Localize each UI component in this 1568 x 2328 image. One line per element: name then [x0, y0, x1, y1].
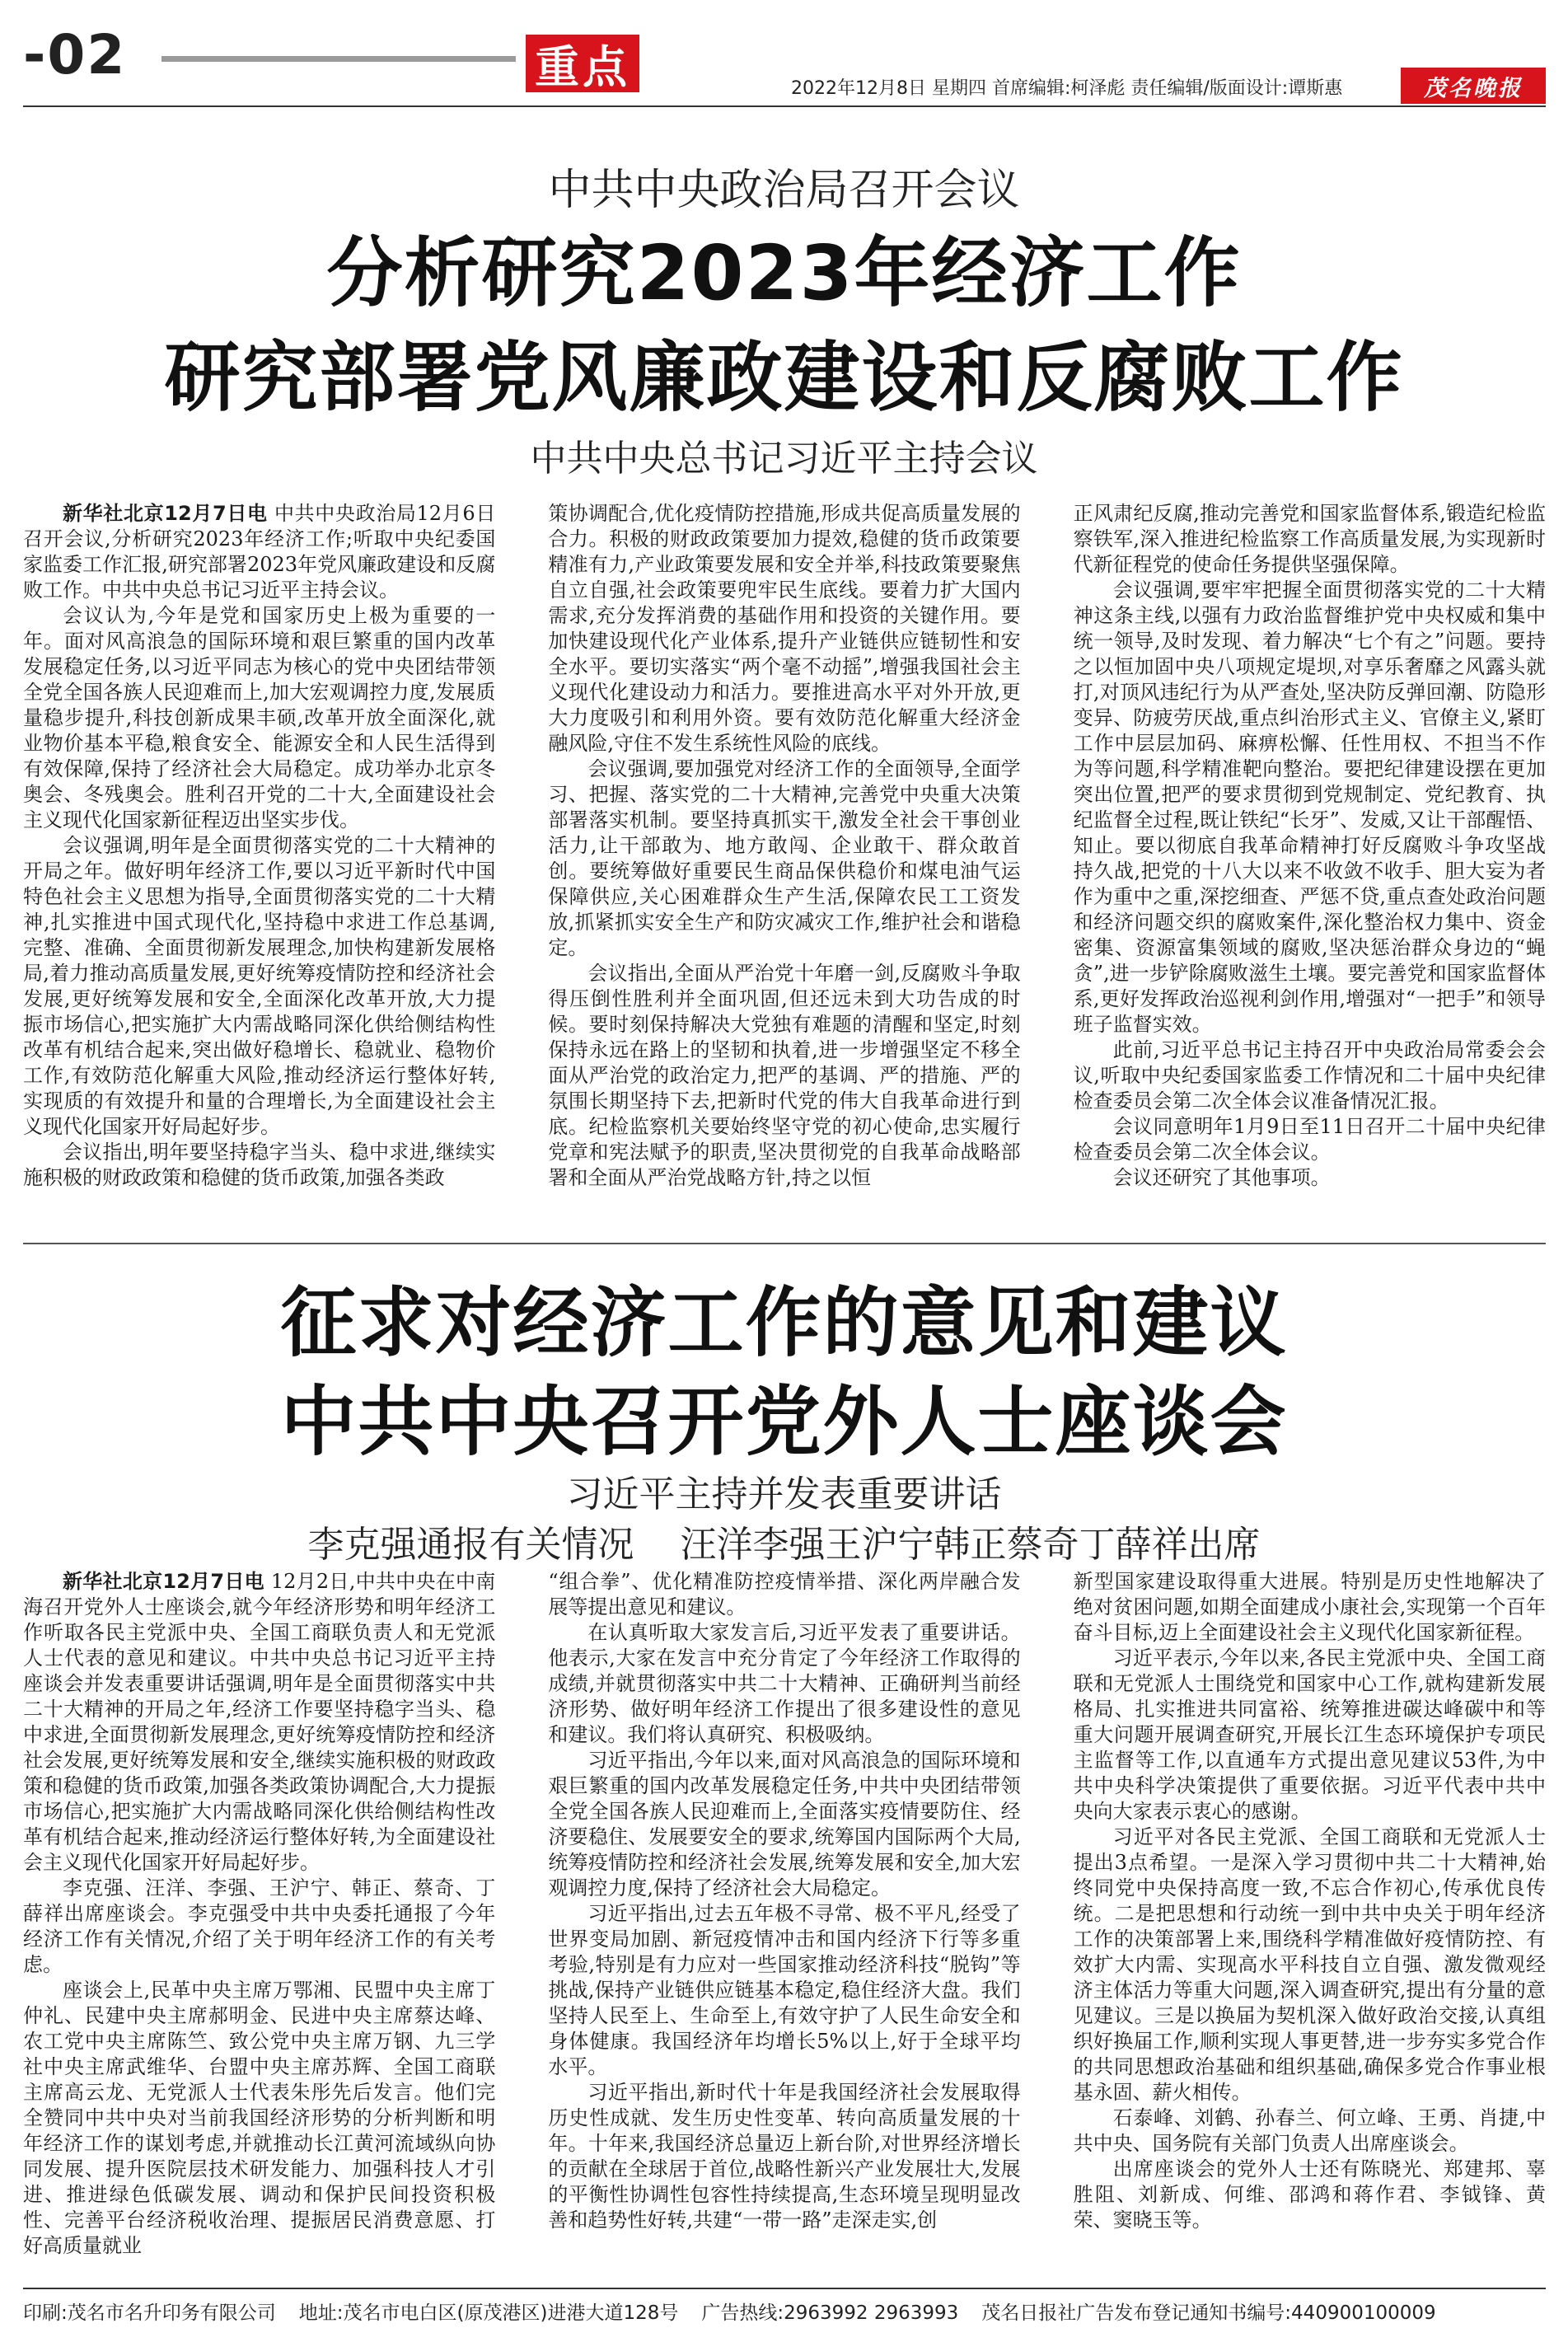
article2-paragraph: 习近平对各民主党派、全国工商联和无党派人士提出3点希望。一是深入学习贯彻中共二十大精神,始终同党中央保持高度一致,不忘合作初心,传承优良传统。二是把思想和行动统一到中共中央关于明年经济工作的决策部署上来,围绕科学精准做好疫情防控、有效扩大内需、实现高水平科技自立自强、激发微观经济主体活力等重大问题,深入调查研究,提出有分量的意见建议。三是以换届为契机深入做好政治交接,认真组织好换届工作,顺利实现人事更替,进一步夯实多党合作的共同思想政治基础和组织基础,确保多党合作事业根基永固、薪火相传。 — [1073, 1825, 1546, 2104]
article1-body — [23, 501, 1546, 1247]
article2-column-3 — [1074, 1569, 1546, 2284]
page-number: -02 — [23, 23, 127, 87]
article1-kicker: 中共中央政治局召开会议 — [548, 166, 1020, 215]
article2-headline-line1: 征求对经济工作的意见和建议 — [280, 1279, 1288, 1367]
article2-paragraph: 李克强、汪洋、李强、王沪宁、韩正、蔡奇、丁薛祥出席座谈会。李克强受中共中央委托通报了今年经济工作有关情况,介绍了关于明年经济工作的有关考虑。 — [23, 1876, 496, 1976]
article1-headline-line1: 分析研究2023年经济工作 — [326, 229, 1242, 317]
article2-subhead-line1: 习近平主持并发表重要讲话 — [566, 1473, 1002, 1515]
article2-column-2 — [548, 1569, 1020, 2284]
article1-paragraph: 会议强调,明年是全面贯彻落实党的二十大精神的开局之年。做好明年经济工作,要以习近平新时代中国特色社会主义思想为指导,全面贯彻落实党的二十大精神,扎实推进中国式现代化,坚持稳中求进工作总基调,完整、准确、全面贯彻新发展理念,加快构建新发展格局,着力推动高质量发展,更好统筹疫情防控和经济社会发展,更好统筹发展和安全,全面深化改革开放,大力提振市场信心,把实施扩大内需战略同深化供给侧结构性改革有机结合起来,突出做好稳增长、稳就业、稳物价工作,有效防范化解重大风险,推动经济运行整体好转,实现质的有效提升和量的合理增长,为全面建设社会主义现代化国家开好局起好步。 — [23, 834, 496, 1138]
footer-divider — [23, 2288, 1546, 2289]
article2-paragraph: 习近平指出,新时代十年是我国经济社会发展取得历史性成就、发生历史性变革、转向高质量发展的十年。十年来,我国经济总量迈上新台阶,对世界经济增长的贡献在全球居于首位,战略性新兴产业发展壮大,发展的平衡性协调性包容性持续提高,生态环境呈现明显改善和趋势性好转,共建“一带一路”走深走实,创 — [548, 2081, 1021, 2232]
article2-paragraph: 座谈会上,民革中央主席万鄂湘、民盟中央主席丁仲礼、民建中央主席郝明金、民进中央主席蔡达峰、农工党中央主席陈竺、致公党中央主席万钢、九三学社中央主席武维华、台盟中央主席苏辉、全国工商联主席高云龙、无党派人士代表朱彤先后发言。他们完全赞同中共中央对当前我国经济形势的分析判断和明年经济工作的谋划考虑,并就推动长江黄河流域纵向协同发展、提升医院层技术研发能力、加强科技人才引进、推进绿色低碳发展、调动和保护民间投资积极性、完善平台经济税收治理、提振居民消费意愿、打好高质量就业 — [23, 1979, 496, 2257]
article1-paragraph: 会议同意明年1月9日至11日召开二十届中央纪律检查委员会第二次全体会议。 — [1073, 1115, 1546, 1164]
article-divider — [23, 1243, 1546, 1244]
header-divider — [23, 105, 1546, 107]
article1-dateline: 新华社北京12月7日电 — [63, 502, 268, 525]
article1-column-2 — [548, 501, 1020, 1247]
article1-paragraph: 会议认为,今年是党和国家历史上极为重要的一年。面对风高浪急的国际环境和艰巨繁重的国内改革发展稳定任务,以习近平同志为核心的党中央团结带领全党全国各族人民迎难而上,加大宏观调控力度,发展质量稳步提升,科技创新成果丰硕,改革开放全面深化,就业物价基本平稳,粮食安全、能源安全和人民生活得到有效保障,保持了经济社会大局稳定。成功举办北京冬奥会、冬残奥会。胜利召开党的二十大,全面建设社会主义现代化国家新征程迈出坚实步伐。 — [23, 604, 496, 831]
article2-paragraph: 习近平指出,今年以来,面对风高浪急的国际环境和艰巨繁重的国内改革发展稳定任务,中共中央团结带领全党全国各族人民迎难而上,全面落实疫情要防住、经济要稳住、发展要安全的要求,统筹国内国际两个大局,统筹疫情防控和经济社会发展,统筹发展和安全,加大宏观调控力度,保持了经济社会大局稳定。 — [548, 1749, 1021, 1899]
footer-ad-hotline: 广告热线:2963992 2963993 — [701, 2302, 959, 2324]
footer-printer: 印刷:茂名市名升印务有限公司 — [23, 2302, 276, 2324]
article2-body — [23, 1569, 1546, 2284]
article2-paragraph: 新型国家建设取得重大进展。特别是历史性地解决了绝对贫困问题,如期全面建成小康社会,实现第一个百年奋斗目标,迈上全面建设社会主义现代化国家新征程。 — [1073, 1570, 1546, 1644]
footer — [23, 2298, 1546, 2325]
article1-column-1 — [23, 501, 495, 1247]
article2-paragraph: 出席座谈会的党外人士还有陈晓光、郑建邦、辜胜阻、刘新成、何维、邵鸿和蒋作君、李钺锋、黄荣、窦晓玉等。 — [1073, 2157, 1546, 2232]
article1-paragraph: 会议还研究了其他事项。 — [1112, 1166, 1331, 1189]
article2-paragraph: 石泰峰、刘鹤、孙春兰、何立峰、王勇、肖捷,中共中央、国务院有关部门负责人出席座谈会。 — [1073, 2106, 1546, 2155]
article2-headline-line2: 中共中央召开党外人士座谈会 — [280, 1378, 1288, 1466]
footer-address: 地址:茂名市电白区(原茂港区)进港大道128号 — [298, 2302, 679, 2324]
article1-paragraph: 会议指出,明年要坚持稳字当头、稳中求进,继续实施积极的财政政策和稳健的货币政策,加强各类政 — [23, 1141, 496, 1189]
newspaper-logo: 茂名晚报 — [1401, 68, 1546, 104]
article1-paragraph: 中共中央政治局12月6日召开会议,分析研究2023年经济工作;听取中央纪委国家监委工作汇报,研究部署2023年党风廉政建设和反腐败工作。中共中央总书记习近平主持会议。 — [23, 502, 496, 602]
article1-column-3 — [1074, 501, 1546, 1247]
article1-paragraph: 策协调配合,优化疫情防控措施,形成共促高质量发展的合力。积极的财政政策要加力提效,稳健的货币政策要精准有力,产业政策要发展和安全并举,科技政策要聚焦自立自强,社会政策要兜牢民生底线。要着力扩大国内需求,充分发挥消费的基础作用和投资的关键作用。要加快建设现代化产业体系,提升产业链供应链韧性和安全水平。要切实落实“两个毫不动摇”,增强我国社会主义现代化建设动力和活力。要推进高水平对外开放,更大力度吸引和利用外资。要有效防范化解重大经济金融风险,守住不发生系统性风险的底线。 — [548, 502, 1021, 755]
article1-paragraph: 正风肃纪反腐,推动完善党和国家监督体系,锻造纪检监察铁军,深入推进纪检监察工作高质量发展,为实现新时代新征程党的使命任务提供坚强保障。 — [1073, 502, 1546, 576]
article2-paragraph: “组合拳”、优化精准防控疫情举措、深化两岸融合发展等提出意见和建议。 — [548, 1570, 1021, 1618]
article2-subhead-line2: 李克强通报有关情况 汪洋李强王沪宁韩正蔡奇丁薛祥出席 — [307, 1524, 1261, 1566]
article1-paragraph: 会议指出,全面从严治党十年磨一剑,反腐败斗争取得压倒性胜利并全面巩固,但还远未到大功告成的时候。要时刻保持解决大党独有难题的清醒和坚定,时刻保持永远在路上的坚韧和执着,进一步增强坚定不移全面从严治党的政治定力,把严的基调、严的措施、严的氛围长期坚持下去,把新时代党的伟大自我革命进行到底。纪检监察机关要始终坚守党的初心使命,忠实履行党章和宪法赋予的职责,坚决贯彻党的自我革命战略部署和全面从严治党战略方针,持之以恒 — [548, 962, 1021, 1189]
article1-headline-line2: 研究部署党风廉政建设和反腐败工作 — [164, 334, 1404, 422]
footer-ad-license: 茂名日报社广告发布登记通知书编号:440900100009 — [981, 2302, 1436, 2324]
article2-column-1 — [23, 1569, 495, 2284]
article1-paragraph: 会议强调,要加强党对经济工作的全面领导,全面学习、把握、落实党的二十大精神,完善党中央重大决策部署落实机制。要坚持真抓实干,激发全社会干事创业活力,让干部敢为、地方敢闯、企业敢干、群众敢首创。要统筹做好重要民生商品保供稳价和煤电油气运保障供应,关心困难群众生产生活,保障农民工工资发放,抓紧抓实安全生产和防灾减灾工作,维护社会和谐稳定。 — [548, 757, 1021, 959]
article2-paragraph: 习近平指出,过去五年极不寻常、极不平凡,经受了世界变局加剧、新冠疫情冲击和国内经济下行等多重考验,特别是有力应对一些国家推动经济科技“脱钩”等挑战,保持产业链供应链基本稳定,稳住经济大盘。我们坚持人民至上、生命至上,有效守护了人民生命安全和身体健康。我国经济年均增长5%以上,好于全球平均水平。 — [548, 1902, 1021, 2078]
section-label: 重点 — [526, 35, 639, 92]
article1-paragraph: 会议强调,要牢牢把握全面贯彻落实党的二十大精神这条主线,以强有力政治监督维护党中央权威和集中统一领导,及时发现、着力解决“七个有之”问题。要持之以恒加固中央八项规定堤坝,对享乐奢靡之风露头就打,对顶风违纪行为从严查处,坚决防反弹回潮、防隐形变异、防疲劳厌战,重点纠治形式主义、官僚主义,紧盯工作中层层加码、麻痹松懈、任性用权、不担当不作为等问题,科学精准靶向整治。要把纪律建设摆在更加突出位置,把严的要求贯彻到党规制定、党纪教育、执纪监督全过程,既让铁纪“长牙”、发威,又让干部醒悟、知止。要以彻底自我革命精神打好反腐败斗争攻坚战持久战,把党的十八大以来不收敛不收手、胆大妄为者作为重中之重,深挖细查、严惩不贷,重点查处政治问题和经济问题交织的腐败案件,深化整治权力集中、资金密集、资源富集领域的腐败,坚决惩治群众身边的“蝇贪”,进一步铲除腐败滋生土壤。要完善党和国家监督体系,更好发挥政治巡视利剑作用,增强对“一把手”和领导班子监督实效。 — [1073, 578, 1546, 1036]
article2-paragraph: 在认真听取大家发言后,习近平发表了重要讲话。他表示,大家在发言中充分肯定了今年经济工作取得的成绩,并就贯彻落实中共二十大精神、正确研判当前经济形势、做好明年经济工作提出了很多建设性的意见和建议。我们将认真研究、积极吸纳。 — [548, 1621, 1021, 1746]
article2-dateline: 新华社北京12月7日电 — [63, 1570, 264, 1593]
article2-paragraph: 习近平表示,今年以来,各民主党派中央、全国工商联和无党派人士围绕党和国家中心工作,就构建新发展格局、扎实推进共同富裕、统筹推进碳达峰碳中和等重大问题开展调查研究,开展长江生态环境保护专项民主监督等工作,以直通车方式提出意见建议53件,为中共中央科学决策提供了重要依据。习近平代表中共中央向大家表示衷心的感谢。 — [1073, 1646, 1546, 1823]
issue-meta: 2022年12月8日 星期四 首席编辑:柯泽彪 责任编辑/版面设计:谭斯惠 — [791, 78, 1343, 99]
article1-paragraph: 此前,习近平总书记主持召开中央政治局常委会会议,听取中央纪委国家监委工作情况和二十届中央纪律检查委员会第二次全体会议准备情况汇报。 — [1073, 1038, 1546, 1112]
header-rule — [161, 56, 516, 62]
article1-subhead: 中共中央总书记习近平主持会议 — [530, 438, 1038, 480]
article2-paragraph: 12月2日,中共中央在中南海召开党外人士座谈会,就今年经济形势和明年经济工作听取各民主党派中央、全国工商联负责人和无党派人士代表的意见和建议。中共中央总书记习近平主持座谈会并发表重要讲话强调,明年是全面贯彻落实中共二十大精神的开局之年,经济工作要坚持稳字当头、稳中求进,全面贯彻新发展理念,更好统筹疫情防控和经济社会发展,更好统筹发展和安全,继续实施积极的财政政策和稳健的货币政策,加强各类政策协调配合,大力提振市场信心,把实施扩大内需战略同深化供给侧结构性改革有机结合起来,推动经济运行整体好转,为全面建设社会主义现代化国家开好局起好步。 — [23, 1570, 496, 1874]
